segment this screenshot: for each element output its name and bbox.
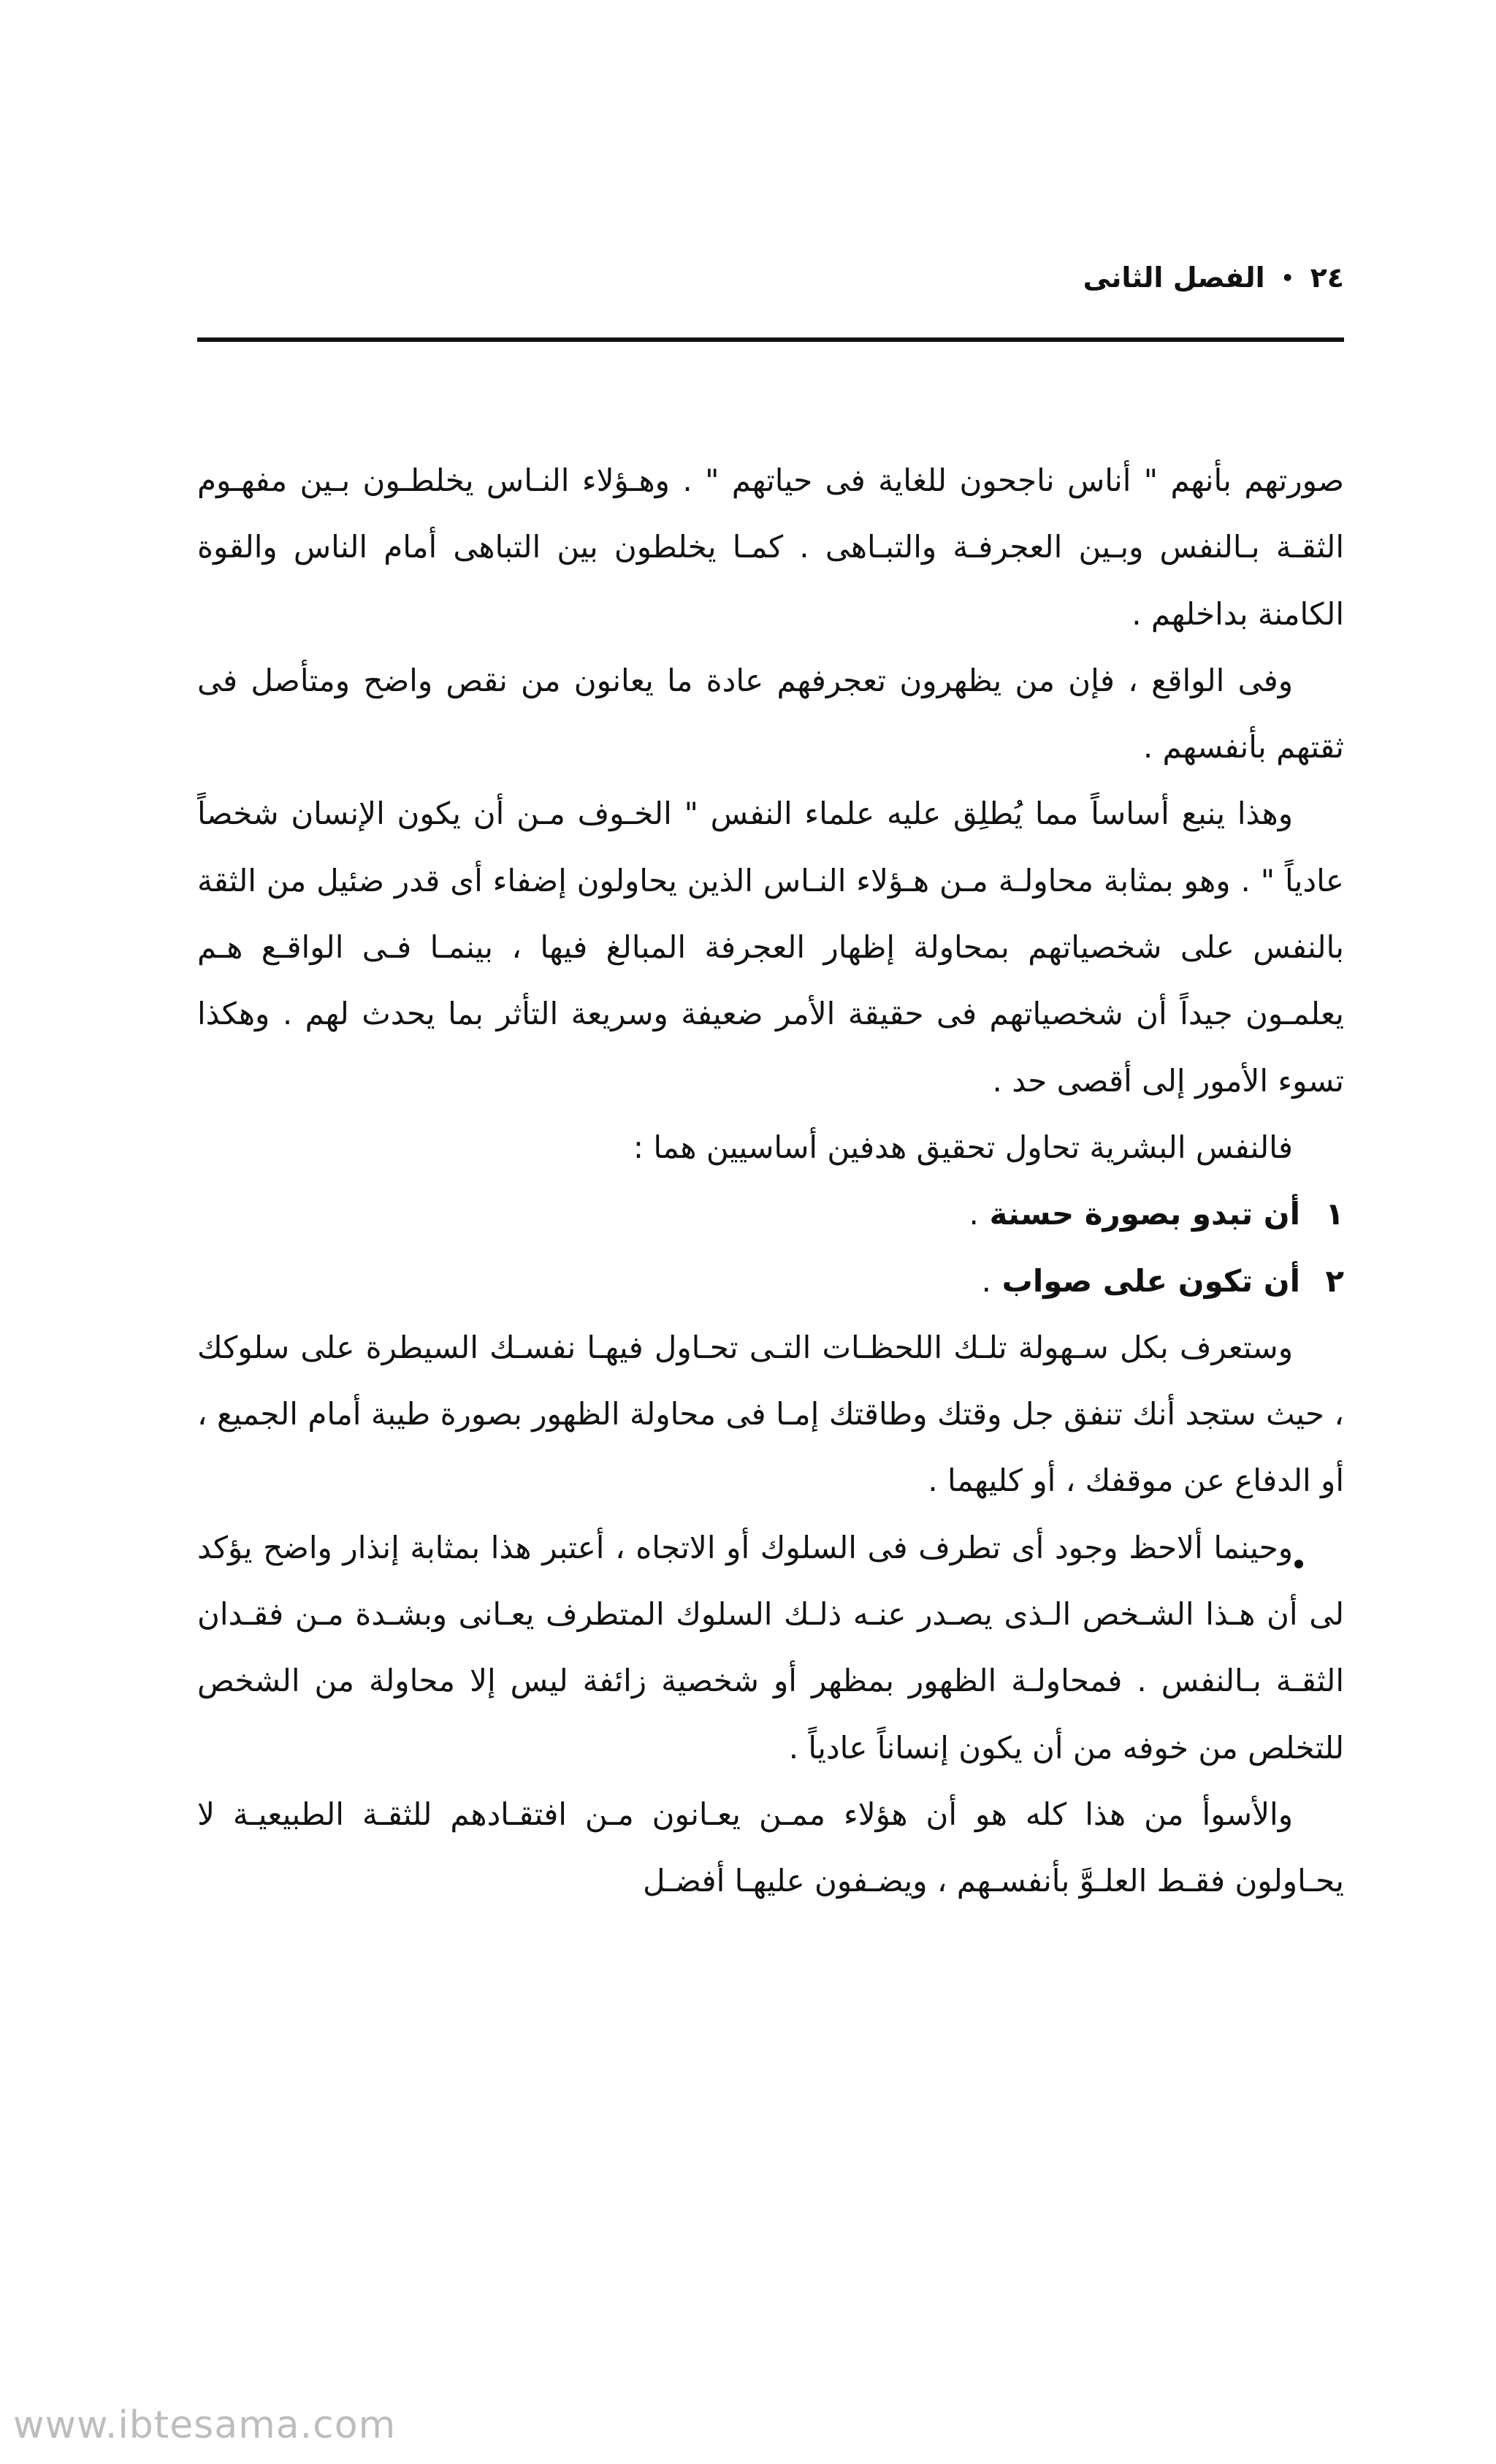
paragraph: صورتهم بأنهم " أناس ناجحون للغاية فى حياتهم " . وهـؤلاء النـاس يخلطـون بـين مفهـوم الثقـة بـالنفس وبـين العجرفـة والتبـاهى . كمـا يخلطون بين التباهى أمام الناس والقوة الكامنة بداخلهم . [197, 462, 1344, 632]
list-item-period: . [969, 1196, 979, 1232]
header-bullet: • [1281, 265, 1294, 290]
header-rule [197, 337, 1344, 342]
chapter-title: الفصل الثانى [1083, 262, 1265, 294]
paragraph: والأسوأ من هذا كله هو أن هؤلاء ممـن يعـانون مـن افتقـادهم للثقـة الطبيعيـة لا يحـاولون فقـط العلـوَّ بأنفسـهم ، ويضـفون عليهـا أفضـل [197, 1796, 1344, 1899]
margin-dot [1294, 1560, 1303, 1568]
list-item-number: ٢ [1325, 1262, 1344, 1299]
paragraph: وحينما ألاحظ وجود أى تطرف فى السلوك أو الاتجاه ، أعتبر هذا بمثابة إنذار واضح يؤكد لى أن هـذا الشـخص الـذى يصـدر عنـه ذلـك السلوك المتطرف يعـانى وبشـدة مـن فقـدان الثقـة بـالنفس . فمحاولـة الظهور بمظهر أو شخصية زائفة ليس إلا محاولة من الشخص للتخلص من خوفه من أن يكون إنساناً عادياً . [197, 1529, 1344, 1766]
list-item [197, 1248, 1344, 1314]
list-item-text: أن تبدو بصورة حسنة [989, 1196, 1300, 1232]
running-header [197, 252, 1344, 303]
list-item-period: . [981, 1262, 992, 1299]
list-item-number: ١ [1325, 1196, 1344, 1232]
body-text [197, 447, 1344, 1915]
paragraph: وهذا ينبع أساساً مما يُطلِق عليه علماء النفس " الخـوف مـن أن يكون الإنسان شخصاً عادياً " . وهو بمثابة محاولـة مـن هـؤلاء النـاس الذين يحاولون إضفاء أى قدر ضئيل من الثقة بالنفس على شخصياتهم بمحاولة إظهار العجرفة المبالغ فيها ، بينمـا فـى الواقـع هـم يعلمـون جيداً أن شخصياتهم فى حقيقة الأمر ضعيفة وسريعة التأثر بما يحدث لهم . وهكذا تسوء الأمور إلى أقصى حد . [197, 796, 1344, 1099]
list-item-text: أن تكون على صواب [1001, 1262, 1300, 1299]
list-item [197, 1180, 1344, 1247]
watermark-url: www.ibtesama.com [13, 2403, 397, 2447]
paragraph: وفى الواقع ، فإن من يظهرون تعجرفهم عادة ما يعانون من نقص واضح ومتأصل فى ثقتهم بأنفسهم . [197, 662, 1344, 766]
paragraph: فالنفس البشرية تحاول تحقيق هدفين أساسيين هما : [633, 1129, 1293, 1165]
paragraph: وستعرف بكل سـهولة تلـك اللحظـات التـى تحـاول فيهـا نفسـك السيطرة على سلوكك ، حيث ستجد أنك تنفق جل وقتك وطاقتك إمـا فى محاولة الظهور بصورة طيبة أمام الجميع ، أو الدفاع عن موقفك ، أو كليهما . [197, 1329, 1344, 1499]
page-number: ٢٤ [1310, 262, 1344, 294]
